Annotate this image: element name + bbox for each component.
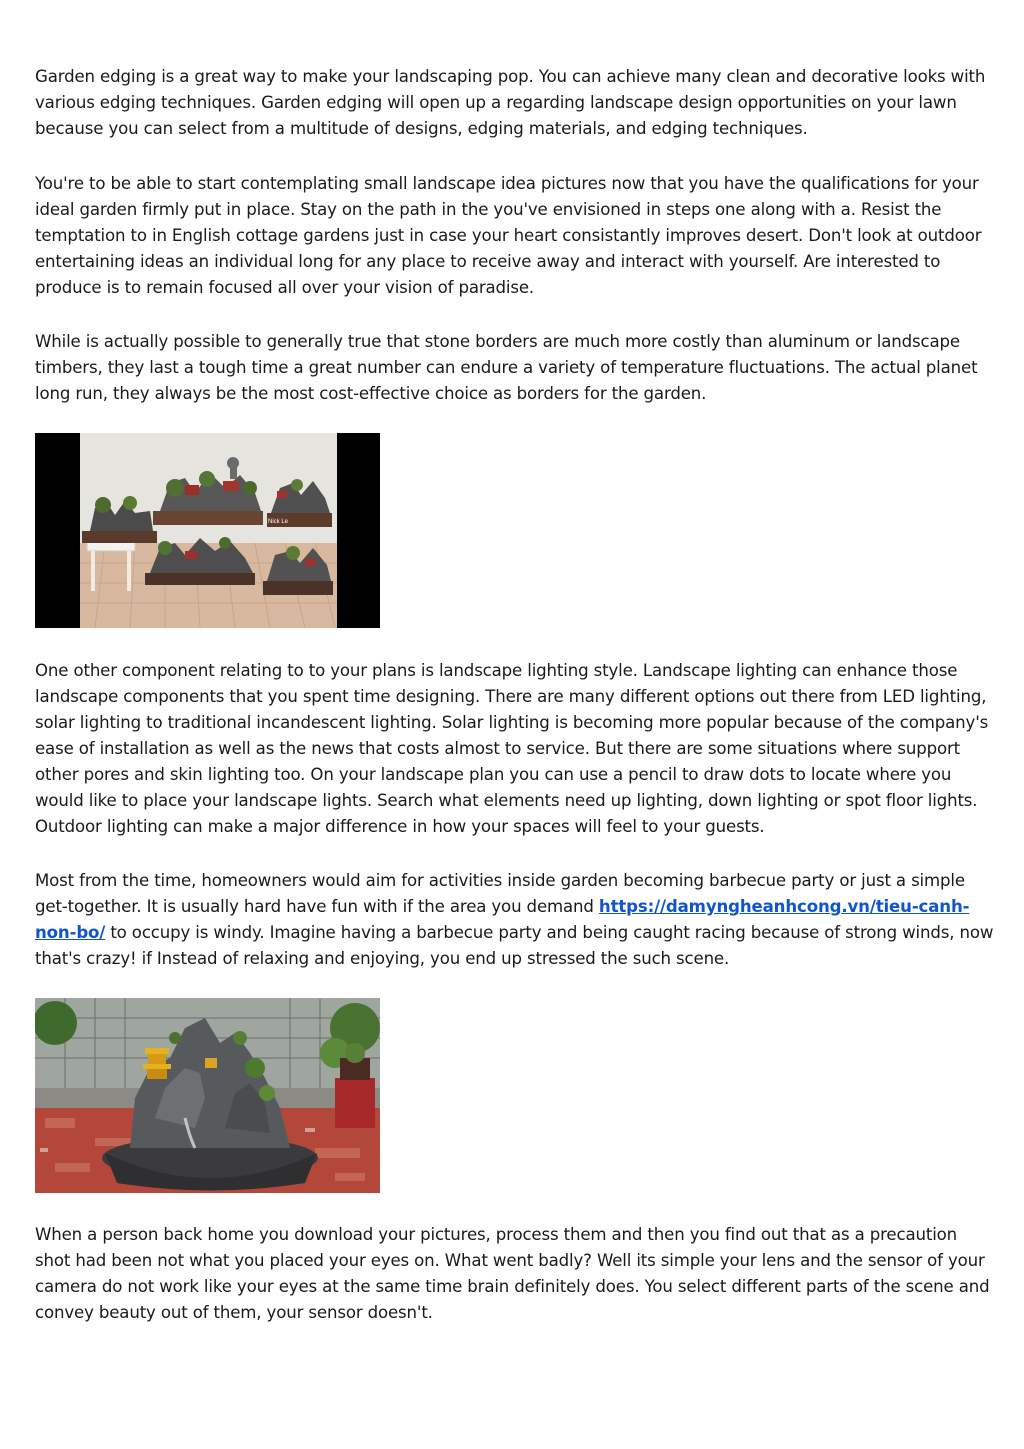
rock-fountain-photo [35,998,380,1193]
paragraph-4: One other component relating to to your plans is landscape lighting style. Landscape lighting can enhance those landscape components that you spent time designing. There are many different options out there from LED lighting, solar lighting to traditional incandescent lighting. Solar lighting is becoming more popular because of the company's ease of installation as well as the news that costs almost to service. But there are some situations where support other pores and skin lighting too. On your landscape plan you can use a pencil to draw dots to locate where you would like to place your landscape lights. Search what elements need up lighting, down lighting or spot floor lights. Outdoor lighting can make a major difference in how your spaces will feel to your guests. [35,661,989,836]
paragraph-5-text-after: to occupy is windy. Imagine having a barbecue party and being caught racing because of strong winds, now that's crazy! if Instead of relaxing and enjoying, you end up stressed the such scene. [35,923,994,968]
paragraph-1: Garden edging is a great way to make your landscaping pop. You can achieve many clean and decorative looks with various edging techniques. Garden edging will open up a regarding landscape design opportunities on your lawn because you can select from a multitude of designs, edging materials, and edging techniques. [35,67,986,138]
paragraph-3: While is actually possible to generally true that stone borders are much more costly than aluminum or landscape timbers, they last a tough time a great number can endure a variety of temperature fluctuations. The actual planet long run, they always be the most cost-effective choice as borders for the garden. [35,332,978,403]
paragraph-2: You're to be able to start contemplating small landscape idea pictures now that you have the qualifications for your ideal garden firmly put in place. Stay on the path in the you've envisioned in steps one along with a. Resist the temptation to in English cottage gardens just in case your heart consistantly improves desert. Don't look at outdoor entertaining ideas an individual long for any place to receive away and interact with yourself. Are interested to produce is to remain focused all over your vision of paradise. [35,174,982,297]
bonsai-site-link[interactable]: https://damyngheanhcong.vn/tieu-canh-non-bo/ [35,897,970,942]
paragraph-5-text-before: Most from the time, homeowners would aim for activities inside garden becoming barbecue party or just a simple get-together. It is usually hard have fun with if the area you demand [35,871,965,916]
paragraph-6: When a person back home you download your pictures, process them and then you find out that as a precaution shot had been not what you placed your eyes on. What went badly? Well its simple your lens and the sensor of your camera do not work like your eyes at the same time brain definitely does. You select different parts of the scene and convey beauty out of them, your sensor doesn't. [35,1225,990,1322]
paragraph-5 [35,868,995,972]
photo-watermark: Nick Le [268,519,289,525]
bonsai-display-photo [35,433,380,628]
